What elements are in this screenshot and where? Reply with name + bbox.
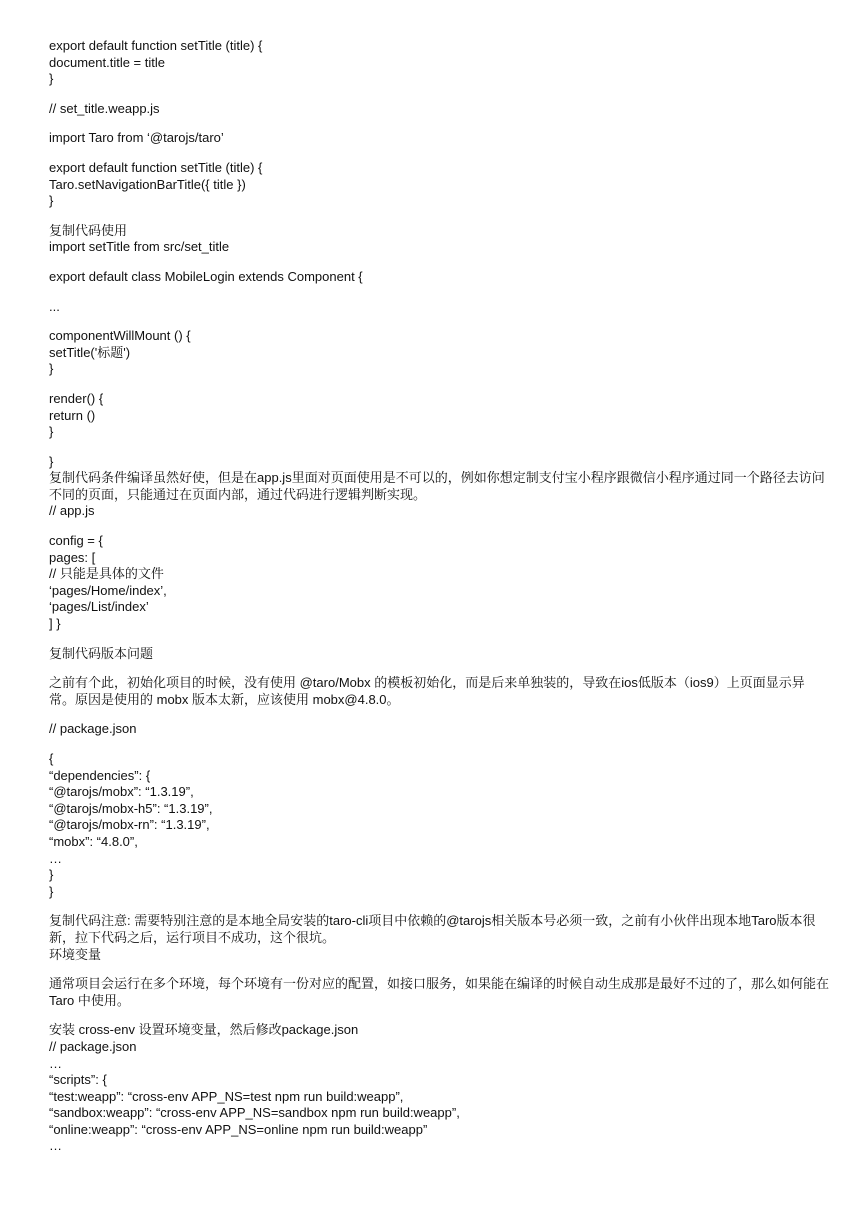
text-line: // package.json <box>49 1038 137 1054</box>
text-block <box>49 913 829 963</box>
text-line: // 只能是具体的文件 <box>49 566 164 582</box>
text-line: pages: [ <box>49 549 96 565</box>
text-line: import setTitle from src/set_title <box>49 239 230 255</box>
text-block <box>49 38 829 88</box>
text-line: componentWillMount () { <box>49 328 191 344</box>
text-line: “sandbox:weapp”: “cross-env APP_NS=sandbox npm run build:weapp”, <box>49 1105 460 1121</box>
text-line: { <box>49 751 54 766</box>
text-block <box>49 269 829 286</box>
text-line: “@tarojs/mobx”: “1.3.19”, <box>49 784 194 800</box>
text-block <box>49 299 829 316</box>
text-block <box>49 646 829 663</box>
text-line: } <box>49 883 54 899</box>
text-line: Taro.setNavigationBarTitle({ title }) <box>49 176 246 192</box>
text-block <box>49 751 829 900</box>
text-line: } <box>49 361 54 377</box>
text-line: … <box>49 850 62 866</box>
text-block <box>49 533 829 633</box>
text-line: … <box>49 1055 62 1071</box>
text-line: import Taro from ‘@tarojs/taro’ <box>49 130 224 146</box>
text-line: setTitle('标题') <box>49 344 131 360</box>
text-block <box>49 160 829 210</box>
text-line: “mobx”: “4.8.0”, <box>49 833 138 849</box>
text-line: 复制代码使用 <box>49 222 128 238</box>
text-line: // set_title.weapp.js <box>49 100 160 116</box>
text-block <box>49 1022 829 1155</box>
text-line: 复制代码版本问题 <box>49 645 154 661</box>
text-block <box>49 101 829 118</box>
text-line: “dependencies”: { <box>49 767 151 783</box>
text-line: 复制代码条件编译虽然好使，但是在app.js里面对页面使用是不可以的，例如你想定制支付宝小程序跟微信小程序通过同一个路径去访问不同的页面，只能通过在页面内部，通过代码进行逻辑判断实现。 <box>49 470 825 502</box>
text-line: return () <box>49 407 96 423</box>
text-line: document.title = title <box>49 54 165 70</box>
text-line: } <box>49 867 54 883</box>
text-line: render() { <box>49 390 104 406</box>
text-line: export default function setTitle (title) { <box>49 38 263 53</box>
text-line: export default function setTitle (title) { <box>49 159 263 175</box>
text-line: ‘pages/Home/index’, <box>49 582 167 598</box>
text-line: “@tarojs/mobx-rn”: “1.3.19”, <box>49 817 210 833</box>
text-line: } <box>49 193 54 209</box>
text-line: } <box>49 71 54 87</box>
text-line: ‘pages/List/index’ <box>49 599 149 615</box>
text-line: 之前有个此，初始化项目的时候，没有使用 @taro/Mobx 的模板初始化，而是后来单独装的，导致在ios低版本（ios9）上页面显示异常。原因是使用的 mobx 版本太新，应该使用 mobx@4.8.0。 <box>49 675 805 707</box>
text-block <box>49 223 829 256</box>
text-block <box>49 391 829 441</box>
text-line: export default class MobileLogin extends Component { <box>49 268 363 284</box>
text-line: 复制代码注意: 需要特别注意的是本地全局安装的taro-cli项目中依赖的@tarojs相关版本号必须一致，之前有小伙伴出现本地Taro版本很新，拉下代码之后，运行项目不成功，这个很坑。 <box>49 913 816 945</box>
text-line: 安装 cross-env 设置环境变量，然后修改package.json <box>49 1022 359 1038</box>
text-line: // app.js <box>49 503 95 519</box>
text-line: 环境变量 <box>49 946 102 962</box>
text-line: 通常项目会运行在多个环境，每个环境有一份对应的配置，如接口服务，如果能在编译的时候自动生成那是最好不过的了，那么如何能在 Taro 中使用。 <box>49 976 833 1008</box>
text-line: “test:weapp”: “cross-env APP_NS=test npm run build:weapp”, <box>49 1088 404 1104</box>
text-line: // package.json <box>49 721 137 737</box>
text-block <box>49 454 829 520</box>
text-line: … <box>49 1138 62 1154</box>
text-block <box>49 130 829 147</box>
document-page <box>49 38 833 1168</box>
text-line: } <box>49 424 54 440</box>
text-line: ] } <box>49 616 61 632</box>
text-line: “@tarojs/mobx-h5”: “1.3.19”, <box>49 800 213 816</box>
text-line: ... <box>49 298 60 314</box>
text-line: } <box>49 453 54 469</box>
text-line: “online:weapp”: “cross-env APP_NS=online npm run build:weapp” <box>49 1121 428 1137</box>
text-block <box>49 675 829 708</box>
text-block <box>49 976 833 1009</box>
text-line: “scripts”: { <box>49 1072 107 1088</box>
text-block <box>49 328 829 378</box>
text-block <box>49 721 829 738</box>
text-line: config = { <box>49 533 103 549</box>
